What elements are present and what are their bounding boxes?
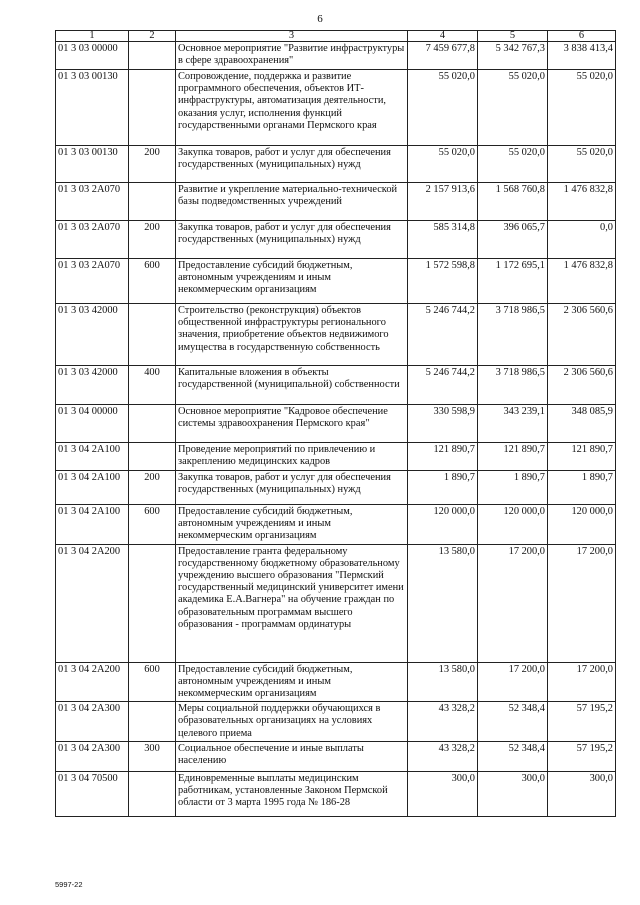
item-name: Сопровождение, поддержка и развитие программного обеспечения, объектов ИТ-инфраструктуры, автоматизация деятельности, оказания услуг, исполнения функций государственными органами Пермского края [176,70,408,146]
target-article-code: 01 3 03 42000 [56,304,129,366]
table-row [56,42,616,70]
amount-year-3: 17 200,0 [548,544,616,662]
expense-type-code: 400 [129,366,176,405]
column-header: 2 [129,31,176,42]
target-article-code: 01 3 03 2А070 [56,183,129,221]
page-number: 6 [317,13,323,25]
amount-year-2: 1 172 695,1 [478,259,548,304]
table-row [56,405,616,443]
amount-year-2: 3 718 986,5 [478,366,548,405]
column-header: 3 [176,31,408,42]
amount-year-2: 52 348,4 [478,741,548,771]
item-name: Капитальные вложения в объекты государственной (муниципальной) собственности [176,366,408,405]
amount-year-1: 585 314,8 [408,221,478,259]
table-row [56,544,616,662]
item-name: Строительство (реконструкция) объектов общественной инфраструктуры регионального значения, приобретение объектов недвижимого имущества в государственную собственность [176,304,408,366]
amount-year-3: 1 476 832,8 [548,183,616,221]
expense-type-code: 200 [129,146,176,183]
expense-type-code: 300 [129,741,176,771]
amount-year-3: 55 020,0 [548,146,616,183]
target-article-code: 01 3 03 00130 [56,70,129,146]
amount-year-1: 43 328,2 [408,741,478,771]
target-article-code: 01 3 04 2А100 [56,505,129,545]
table-row [56,366,616,405]
target-article-code: 01 3 04 00000 [56,405,129,443]
expense-type-code [129,702,176,742]
expense-type-code [129,771,176,816]
target-article-code: 01 3 03 00130 [56,146,129,183]
amount-year-3: 57 195,2 [548,702,616,742]
table-row [56,662,616,702]
table-row [56,741,616,771]
item-name: Предоставление гранта федеральному государственному бюджетному образовательному учреждению высшего образования "Пермский государственный медицинский университет имени академика Е.А.Вагнера" на обучение граждан по образовательным программам высшего образования - программам ординатуры [176,544,408,662]
table-row [56,471,616,505]
target-article-code: 01 3 03 00000 [56,42,129,70]
amount-year-3: 57 195,2 [548,741,616,771]
amount-year-1: 43 328,2 [408,702,478,742]
expense-type-code [129,405,176,443]
target-article-code: 01 3 04 2А300 [56,702,129,742]
amount-year-1: 5 246 744,2 [408,366,478,405]
amount-year-3: 300,0 [548,771,616,816]
item-name: Социальное обеспечение и иные выплаты населению [176,741,408,771]
amount-year-2: 52 348,4 [478,702,548,742]
target-article-code: 01 3 04 70500 [56,771,129,816]
amount-year-2: 396 065,7 [478,221,548,259]
amount-year-1: 2 157 913,6 [408,183,478,221]
item-name: Основное мероприятие "Кадровое обеспечение системы здравоохранения Пермского края" [176,405,408,443]
table-row [56,221,616,259]
expense-type-code [129,544,176,662]
amount-year-1: 1 572 598,8 [408,259,478,304]
column-header: 4 [408,31,478,42]
amount-year-3: 2 306 560,6 [548,304,616,366]
amount-year-1: 120 000,0 [408,505,478,545]
amount-year-1: 1 890,7 [408,471,478,505]
amount-year-2: 343 239,1 [478,405,548,443]
expense-type-code: 200 [129,221,176,259]
item-name: Единовременные выплаты медицинским работникам, установленные Законом Пермской области от 3 марта 1995 года № 186-28 [176,771,408,816]
expense-type-code [129,183,176,221]
amount-year-3: 3 838 413,4 [548,42,616,70]
amount-year-2: 5 342 767,3 [478,42,548,70]
column-header: 6 [548,31,616,42]
amount-year-1: 55 020,0 [408,70,478,146]
amount-year-3: 55 020,0 [548,70,616,146]
amount-year-2: 55 020,0 [478,70,548,146]
column-header: 1 [56,31,129,42]
amount-year-1: 121 890,7 [408,443,478,471]
document-code: 5997-22 [55,880,83,889]
table-row [56,771,616,816]
budget-table [55,30,616,817]
target-article-code: 01 3 03 2А070 [56,221,129,259]
amount-year-3: 0,0 [548,221,616,259]
amount-year-3: 1 476 832,8 [548,259,616,304]
item-name: Развитие и укрепление материально-технической базы подведомственных учреждений [176,183,408,221]
amount-year-2: 1 890,7 [478,471,548,505]
table-row [56,146,616,183]
item-name: Закупка товаров, работ и услуг для обеспечения государственных (муниципальных) нужд [176,471,408,505]
target-article-code: 01 3 03 42000 [56,366,129,405]
expense-type-code [129,42,176,70]
amount-year-3: 348 085,9 [548,405,616,443]
item-name: Меры социальной поддержки обучающихся в образовательных организациях на условиях целевого приема [176,702,408,742]
item-name: Основное мероприятие "Развитие инфраструктуры в сфере здравоохранения" [176,42,408,70]
amount-year-1: 330 598,9 [408,405,478,443]
amount-year-2: 3 718 986,5 [478,304,548,366]
amount-year-3: 17 200,0 [548,662,616,702]
amount-year-2: 1 568 760,8 [478,183,548,221]
item-name: Закупка товаров, работ и услуг для обеспечения государственных (муниципальных) нужд [176,221,408,259]
amount-year-3: 2 306 560,6 [548,366,616,405]
table-row [56,304,616,366]
expense-type-code: 200 [129,471,176,505]
expense-type-code [129,443,176,471]
table-row [56,443,616,471]
target-article-code: 01 3 04 2А100 [56,443,129,471]
column-header: 5 [478,31,548,42]
amount-year-1: 13 580,0 [408,544,478,662]
amount-year-2: 120 000,0 [478,505,548,545]
table-row [56,183,616,221]
table-row [56,702,616,742]
amount-year-2: 17 200,0 [478,544,548,662]
item-name: Проведение мероприятий по привлечению и закреплению медицинских кадров [176,443,408,471]
amount-year-2: 300,0 [478,771,548,816]
expense-type-code [129,70,176,146]
amount-year-1: 5 246 744,2 [408,304,478,366]
expense-type-code [129,304,176,366]
amount-year-3: 121 890,7 [548,443,616,471]
item-name: Предоставление субсидий бюджетным, автономным учреждениям и иным некоммерческим организациям [176,505,408,545]
target-article-code: 01 3 04 2А100 [56,471,129,505]
target-article-code: 01 3 04 2А200 [56,662,129,702]
amount-year-2: 121 890,7 [478,443,548,471]
amount-year-1: 55 020,0 [408,146,478,183]
item-name: Предоставление субсидий бюджетным, автономным учреждениям и иным некоммерческим организациям [176,259,408,304]
amount-year-3: 120 000,0 [548,505,616,545]
expense-type-code: 600 [129,662,176,702]
item-name: Предоставление субсидий бюджетным, автономным учреждениям и иным некоммерческим организациям [176,662,408,702]
target-article-code: 01 3 03 2А070 [56,259,129,304]
amount-year-2: 55 020,0 [478,146,548,183]
table-row [56,259,616,304]
expense-type-code: 600 [129,259,176,304]
amount-year-1: 7 459 677,8 [408,42,478,70]
target-article-code: 01 3 04 2А200 [56,544,129,662]
amount-year-1: 13 580,0 [408,662,478,702]
expense-type-code: 600 [129,505,176,545]
amount-year-3: 1 890,7 [548,471,616,505]
table-row [56,70,616,146]
target-article-code: 01 3 04 2А300 [56,741,129,771]
table-header-row [56,31,616,42]
amount-year-2: 17 200,0 [478,662,548,702]
table-row [56,505,616,545]
item-name: Закупка товаров, работ и услуг для обеспечения государственных (муниципальных) нужд [176,146,408,183]
amount-year-1: 300,0 [408,771,478,816]
